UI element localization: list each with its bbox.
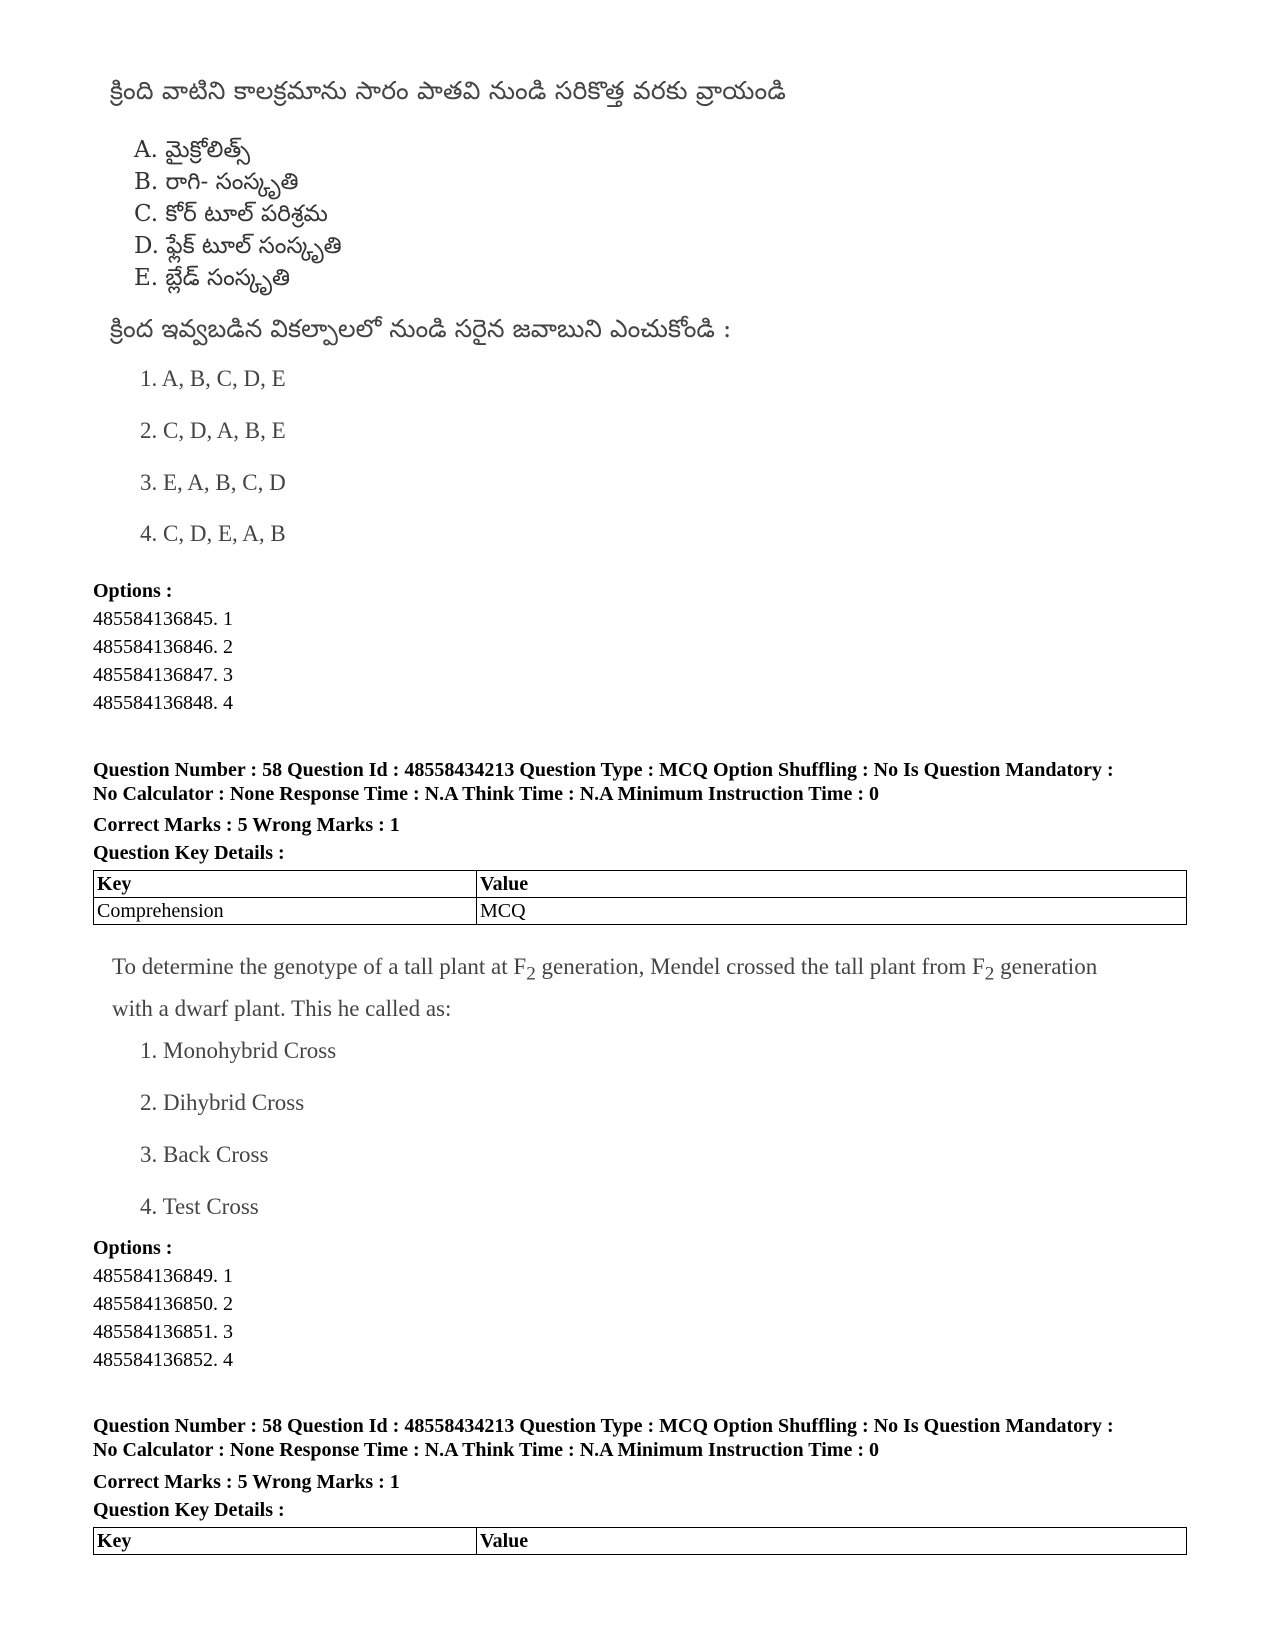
q57-items — [134, 134, 342, 294]
q57-options-label: Options : — [93, 580, 173, 602]
q57-stem: క్రింది వాటిని కాలక్రమాను సారం పాతవి నుండి సరికొత్త వరకు వ్రాయండి — [110, 76, 787, 105]
q57-option: 485584136847. 3 — [93, 664, 233, 686]
q58-stem — [112, 950, 1172, 1026]
q58-stem-line1 — [112, 950, 1172, 992]
q58-meta — [93, 758, 1193, 806]
q58-choice: 3. Back Cross — [140, 1142, 269, 1167]
q57-item: E. బ్లేడ్ సంస్కృతి — [134, 265, 290, 291]
q57-item: B. రాగి- సంస్కృతి — [134, 169, 299, 195]
q58b-key-table — [93, 1527, 1187, 1555]
q58-stem-line2: with a dwarf plant. This he called as: — [112, 995, 452, 1021]
q58-meta-line: Question Number : 58 Question Id : 48558434213 Question Type : MCQ Option Shuffling : No Is Question Mandatory : — [93, 759, 1114, 781]
q58-choice: 4. Test Cross — [140, 1194, 259, 1219]
q58-stem-part: generation, Mendel crossed the tall plant from F — [535, 954, 985, 979]
table-cell-key: Comprehension — [94, 898, 477, 925]
table-header-row — [94, 1528, 1187, 1555]
q58b-meta — [93, 1414, 1193, 1462]
table-header-key: Key — [94, 871, 477, 898]
q58-option: 485584136849. 1 — [93, 1265, 233, 1287]
q58-option: 485584136852. 4 — [93, 1349, 233, 1371]
table-header-row — [94, 871, 1187, 898]
q58-options-label: Options : — [93, 1237, 173, 1259]
q58-meta-line: No Calculator : None Response Time : N.A Think Time : N.A Minimum Instruction Time : 0 — [93, 783, 879, 805]
q58b-key-details-label: Question Key Details : — [93, 1499, 285, 1521]
q58b-meta-line: Question Number : 58 Question Id : 48558434213 Question Type : MCQ Option Shuffling : No Is Question Mandatory : — [93, 1415, 1114, 1437]
q58-key-table — [93, 870, 1187, 925]
q57-item: D. ఫ్లేక్ టూల్ సంస్కృతి — [134, 233, 342, 259]
q57-option: 485584136848. 4 — [93, 692, 233, 714]
q58-stem-part: To determine the genotype of a tall plant at F — [112, 954, 527, 979]
q57-choice: 1. A, B, C, D, E — [140, 366, 286, 391]
q58-key-details-label: Question Key Details : — [93, 842, 285, 864]
q58-option: 485584136851. 3 — [93, 1321, 233, 1343]
q57-option: 485584136845. 1 — [93, 608, 233, 630]
table-row — [94, 898, 1187, 925]
table-header-value: Value — [477, 1528, 1187, 1555]
q58-stem-subscript: 2 — [526, 963, 536, 985]
q57-instruction: క్రింద ఇవ్వబడిన వికల్పాలలో నుండి సరైన జవాబుని ఎంచుకోండి : — [110, 314, 732, 343]
q57-choice: 4. C, D, E, A, B — [140, 521, 286, 546]
q58-choice: 2. Dihybrid Cross — [140, 1090, 305, 1115]
q57-option: 485584136846. 2 — [93, 636, 233, 658]
q58-stem-part: generation — [994, 954, 1098, 979]
q58-option: 485584136850. 2 — [93, 1293, 233, 1315]
q57-item: A. మైక్రోలిత్స్ — [134, 137, 251, 163]
table-header-key: Key — [94, 1528, 477, 1555]
q58-choice: 1. Monohybrid Cross — [140, 1038, 337, 1063]
q58b-marks: Correct Marks : 5 Wrong Marks : 1 — [93, 1471, 400, 1493]
q58-marks: Correct Marks : 5 Wrong Marks : 1 — [93, 814, 400, 836]
table-header-value: Value — [477, 871, 1187, 898]
table-cell-value: MCQ — [477, 898, 1187, 925]
q58b-meta-line: No Calculator : None Response Time : N.A Think Time : N.A Minimum Instruction Time : 0 — [93, 1439, 879, 1461]
q58-stem-subscript: 2 — [984, 963, 995, 985]
q57-choice: 3. E, A, B, C, D — [140, 470, 286, 495]
q57-item: C. కోర్ టూల్ పరిశ్రమ — [134, 201, 328, 227]
q57-choice: 2. C, D, A, B, E — [140, 418, 286, 443]
